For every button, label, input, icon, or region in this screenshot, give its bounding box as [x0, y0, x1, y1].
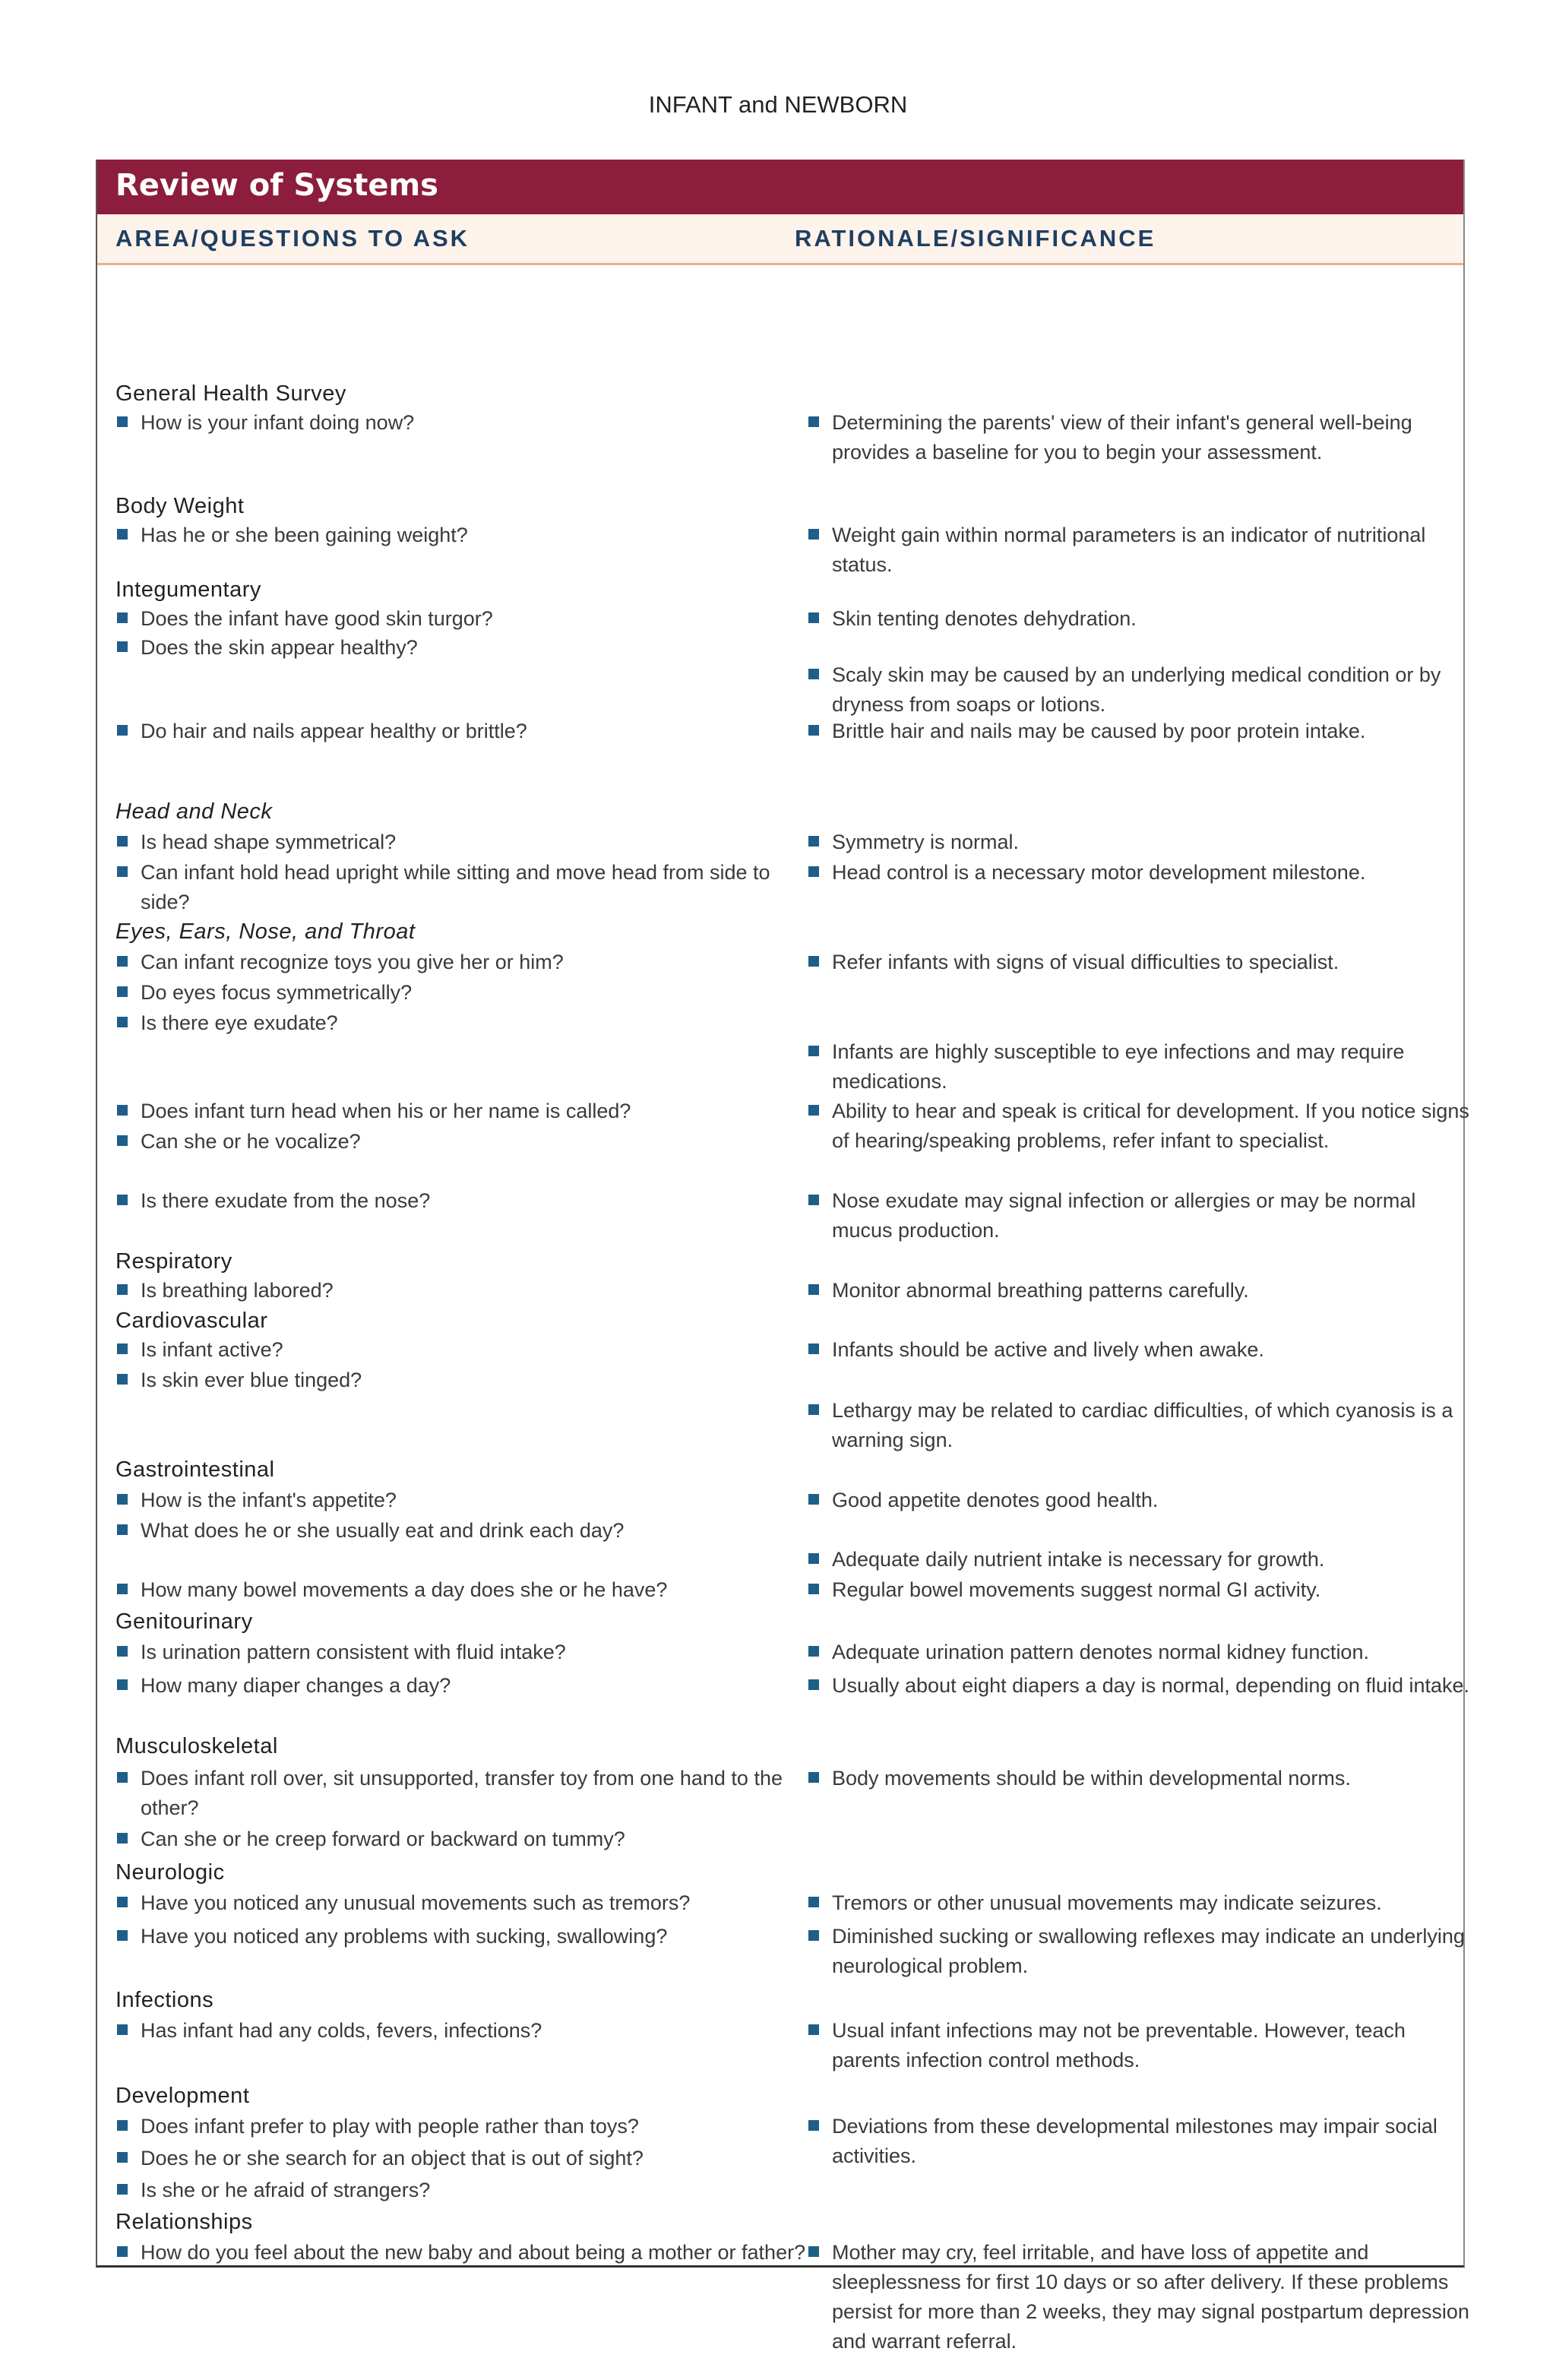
square-bullet-icon — [117, 1017, 128, 1027]
column-header-questions: AREA/QUESTIONS TO ASK — [115, 225, 470, 252]
square-bullet-icon — [117, 1646, 128, 1657]
square-bullet-icon — [808, 2246, 819, 2257]
rationale-item-text: Usual infant infections may not be preventable. However, teach parents infection control methods. — [832, 2019, 1406, 2071]
rationale-item-text: Usually about eight diapers a day is normal, depending on fluid intake. — [832, 1674, 1470, 1697]
question-item-text: Is urination pattern consistent with fluid intake? — [141, 1641, 566, 1663]
question-item-text: Has infant had any colds, fevers, infections? — [141, 2019, 542, 2042]
rationale-item — [807, 717, 1475, 746]
rationale-item — [807, 1486, 1475, 1515]
question-item-text: Is there eye exudate? — [141, 1011, 338, 1034]
rationale-item-text: Infants are highly susceptible to eye infections and may require medications. — [832, 1040, 1405, 1093]
square-bullet-icon — [808, 866, 819, 877]
rationale-item-text: Infants should be active and lively when awake. — [832, 1338, 1264, 1361]
square-bullet-icon — [117, 1584, 128, 1594]
rationale-item — [807, 2112, 1475, 2171]
question-item-text: Is skin ever blue tinged? — [141, 1369, 362, 1391]
square-bullet-icon — [808, 1046, 819, 1056]
square-bullet-icon — [808, 1494, 819, 1505]
rationale-item — [807, 2016, 1475, 2075]
question-item — [115, 1575, 809, 1605]
square-bullet-icon — [117, 2152, 128, 2163]
question-item — [115, 2144, 809, 2173]
section-heading: Infections — [115, 1988, 214, 2012]
square-bullet-icon — [117, 1105, 128, 1116]
question-item — [115, 1127, 809, 1157]
square-bullet-icon — [117, 1833, 128, 1844]
page-heading: INFANT and NEWBORN — [648, 91, 908, 118]
question-item — [115, 717, 809, 746]
square-bullet-icon — [808, 1646, 819, 1657]
section-heading: Head and Neck — [115, 799, 273, 824]
square-bullet-icon — [808, 416, 819, 427]
square-bullet-icon — [808, 612, 819, 623]
square-bullet-icon — [808, 836, 819, 847]
question-item — [115, 408, 809, 438]
square-bullet-icon — [117, 836, 128, 847]
square-bullet-icon — [808, 1105, 819, 1116]
rationale-item — [807, 604, 1475, 634]
question-item-text: Does infant roll over, sit unsupported, transfer toy from one hand to the other? — [141, 1767, 783, 1819]
question-item — [115, 1486, 809, 1515]
rationale-item-text: Ability to hear and speak is critical for development. If you notice signs of hearing/speaking problems, refer infant to specialist. — [832, 1100, 1469, 1152]
question-item — [115, 2112, 809, 2141]
square-bullet-icon — [808, 1897, 819, 1907]
question-item-text: Has he or she been gaining weight? — [141, 524, 468, 546]
square-bullet-icon — [117, 725, 128, 736]
table-title: Review of Systems — [97, 160, 1463, 211]
square-bullet-icon — [808, 1772, 819, 1783]
rationale-item-text: Body movements should be within developmental norms. — [832, 1767, 1351, 1790]
section-heading: Respiratory — [115, 1249, 232, 1274]
question-item-text: How many bowel movements a day does she or he have? — [141, 1578, 668, 1601]
rationale-item — [807, 1097, 1475, 1156]
square-bullet-icon — [117, 416, 128, 427]
question-item — [115, 828, 809, 857]
square-bullet-icon — [117, 1343, 128, 1354]
rationale-item-text: Weight gain within normal parameters is an indicator of nutritional status. — [832, 524, 1426, 576]
section-heading: Musculoskeletal — [115, 1734, 278, 1758]
rationale-item — [807, 828, 1475, 857]
question-item-text: Does the infant have good skin turgor? — [141, 607, 493, 630]
column-header-bar — [97, 211, 1463, 265]
rationale-item — [807, 1276, 1475, 1306]
square-bullet-icon — [808, 1404, 819, 1415]
rationale-item — [807, 858, 1475, 888]
square-bullet-icon — [117, 1195, 128, 1205]
question-item — [115, 633, 809, 663]
square-bullet-icon — [117, 1772, 128, 1783]
rationale-item-text: Scaly skin may be caused by an underlying medical condition or by dryness from soaps or lotions. — [832, 663, 1441, 716]
square-bullet-icon — [117, 1374, 128, 1385]
square-bullet-icon — [808, 669, 819, 679]
rationale-item — [807, 408, 1475, 467]
square-bullet-icon — [117, 1930, 128, 1941]
question-item — [115, 2176, 809, 2205]
square-bullet-icon — [117, 2120, 128, 2131]
rationale-item — [807, 660, 1475, 720]
square-bullet-icon — [117, 529, 128, 540]
question-item — [115, 1366, 809, 1395]
question-item — [115, 1671, 809, 1701]
square-bullet-icon — [117, 2246, 128, 2257]
review-of-systems-table — [96, 160, 1470, 2353]
square-bullet-icon — [808, 956, 819, 967]
question-item-text: Have you noticed any problems with sucking, swallowing? — [141, 1925, 668, 1948]
square-bullet-icon — [117, 612, 128, 623]
question-item — [115, 1638, 809, 1667]
square-bullet-icon — [117, 641, 128, 652]
question-item-text: Is there exudate from the nose? — [141, 1189, 431, 1212]
question-item — [115, 1922, 809, 1951]
square-bullet-icon — [808, 2024, 819, 2035]
square-bullet-icon — [808, 1584, 819, 1594]
question-item-text: Is infant active? — [141, 1338, 283, 1361]
rationale-item-text: Monitor abnormal breathing patterns carefully. — [832, 1279, 1249, 1302]
rationale-item-text: Deviations from these developmental milestones may impair social activities. — [832, 2115, 1437, 2167]
rationale-item-text: Head control is a necessary motor development milestone. — [832, 861, 1366, 884]
question-item-text: Can she or he vocalize? — [141, 1130, 361, 1153]
section-heading: Integumentary — [115, 578, 261, 602]
rationale-item — [807, 2238, 1475, 2356]
square-bullet-icon — [117, 1284, 128, 1295]
question-item-text: Can infant hold head upright while sitting and move head from side to side? — [141, 861, 770, 913]
question-item — [115, 1888, 809, 1918]
rationale-item-text: Brittle hair and nails may be caused by poor protein intake. — [832, 720, 1366, 742]
square-bullet-icon — [808, 1679, 819, 1690]
rationale-item — [807, 1888, 1475, 1918]
rationale-item — [807, 1545, 1475, 1575]
question-item-text: How do you feel about the new baby and about being a mother or father? — [141, 2241, 806, 2264]
question-item-text: Do hair and nails appear healthy or brittle? — [141, 720, 527, 742]
rationale-item-text: Nose exudate may signal infection or allergies or may be normal mucus production. — [832, 1189, 1416, 1242]
square-bullet-icon — [808, 1553, 819, 1564]
rationale-item-text: Tremors or other unusual movements may indicate seizures. — [832, 1891, 1382, 1914]
question-item — [115, 978, 809, 1008]
question-item-text: Do eyes focus symmetrically? — [141, 981, 413, 1004]
rationale-item-text: Mother may cry, feel irritable, and have loss of appetite and sleeplessness for first 10 days or so after delivery. If these problems persist for more than 2 weeks, they may signal postpartum depression and warrant referral. — [832, 2241, 1469, 2353]
rationale-item-text: Determining the parents' view of their infant's general well-being provides a baseline for you to begin your assessment. — [832, 411, 1412, 464]
question-item — [115, 858, 809, 917]
question-item-text: Does infant turn head when his or her name is called? — [141, 1100, 631, 1122]
square-bullet-icon — [117, 1897, 128, 1907]
section-heading: Cardiovascular — [115, 1309, 268, 1333]
question-item — [115, 1097, 809, 1126]
section-heading: Genitourinary — [115, 1609, 253, 1634]
section-heading: Relationships — [115, 2210, 253, 2234]
question-item-text: What does he or she usually eat and drink each day? — [141, 1519, 625, 1542]
rationale-item-text: Good appetite denotes good health. — [832, 1489, 1159, 1511]
question-item — [115, 2238, 809, 2268]
square-bullet-icon — [808, 1195, 819, 1205]
rationale-item — [807, 1396, 1475, 1455]
question-item-text: How many diaper changes a day? — [141, 1674, 451, 1697]
question-item — [115, 1335, 809, 1365]
question-item — [115, 521, 809, 550]
question-item-text: Can she or he creep forward or backward on tummy? — [141, 1828, 625, 1850]
rationale-item — [807, 1671, 1475, 1701]
question-item-text: Is she or he afraid of strangers? — [141, 2179, 431, 2201]
rationale-item — [807, 1922, 1475, 1981]
rationale-item — [807, 521, 1475, 580]
question-item-text: Does the skin appear healthy? — [141, 636, 418, 659]
question-item-text: Is breathing labored? — [141, 1279, 334, 1302]
question-item-text: How is your infant doing now? — [141, 411, 415, 434]
rationale-item-text: Adequate daily nutrient intake is necessary for growth. — [832, 1548, 1325, 1571]
question-item — [115, 1764, 809, 1823]
rationale-item-text: Lethargy may be related to cardiac difficulties, of which cyanosis is a warning sign. — [832, 1399, 1453, 1451]
section-heading: Neurologic — [115, 1860, 225, 1885]
question-item — [115, 2016, 809, 2046]
square-bullet-icon — [117, 1524, 128, 1535]
square-bullet-icon — [117, 1494, 128, 1505]
square-bullet-icon — [117, 956, 128, 967]
square-bullet-icon — [117, 866, 128, 877]
square-bullet-icon — [117, 1679, 128, 1690]
square-bullet-icon — [808, 1343, 819, 1354]
rationale-item — [807, 1575, 1475, 1605]
section-heading: Body Weight — [115, 494, 245, 518]
rationale-item-text: Symmetry is normal. — [832, 831, 1020, 853]
square-bullet-icon — [808, 529, 819, 540]
column-header-rationale: RATIONALE/SIGNIFICANCE — [795, 225, 1156, 252]
question-item — [115, 948, 809, 977]
square-bullet-icon — [808, 2120, 819, 2131]
question-item-text: Can infant recognize toys you give her or him? — [141, 951, 564, 973]
question-item — [115, 604, 809, 634]
question-item — [115, 1276, 809, 1306]
question-item — [115, 1516, 809, 1546]
rationale-item — [807, 1638, 1475, 1667]
question-item-text: Does infant prefer to play with people rather than toys? — [141, 2115, 639, 2138]
rationale-item-text: Adequate urination pattern denotes normal kidney function. — [832, 1641, 1369, 1663]
question-item — [115, 1008, 809, 1038]
question-item-text: Is head shape symmetrical? — [141, 831, 397, 853]
rationale-item-text: Diminished sucking or swallowing reflexes may indicate an underlying neurological problem. — [832, 1925, 1465, 1977]
question-item — [115, 1825, 809, 1854]
square-bullet-icon — [808, 1284, 819, 1295]
rationale-item — [807, 1335, 1475, 1365]
section-heading: Gastrointestinal — [115, 1457, 275, 1482]
square-bullet-icon — [117, 2184, 128, 2195]
square-bullet-icon — [808, 725, 819, 736]
square-bullet-icon — [117, 2024, 128, 2035]
rationale-item-text: Refer infants with signs of visual difficulties to specialist. — [832, 951, 1339, 973]
question-item — [115, 1186, 809, 1216]
square-bullet-icon — [808, 1930, 819, 1941]
rationale-item-text: Skin tenting denotes dehydration. — [832, 607, 1137, 630]
question-item-text: How is the infant's appetite? — [141, 1489, 397, 1511]
rationale-item — [807, 1186, 1475, 1245]
square-bullet-icon — [117, 986, 128, 997]
question-item-text: Have you noticed any unusual movements such as tremors? — [141, 1891, 691, 1914]
section-heading: Development — [115, 2084, 250, 2108]
section-heading: Eyes, Ears, Nose, and Throat — [115, 919, 416, 944]
rationale-item — [807, 948, 1475, 977]
rationale-item — [807, 1764, 1475, 1793]
section-heading: General Health Survey — [115, 381, 346, 406]
question-item-text: Does he or she search for an object that is out of sight? — [141, 2147, 644, 2170]
square-bullet-icon — [117, 1135, 128, 1146]
rationale-item — [807, 1037, 1475, 1097]
rationale-item-text: Regular bowel movements suggest normal GI activity. — [832, 1578, 1321, 1601]
